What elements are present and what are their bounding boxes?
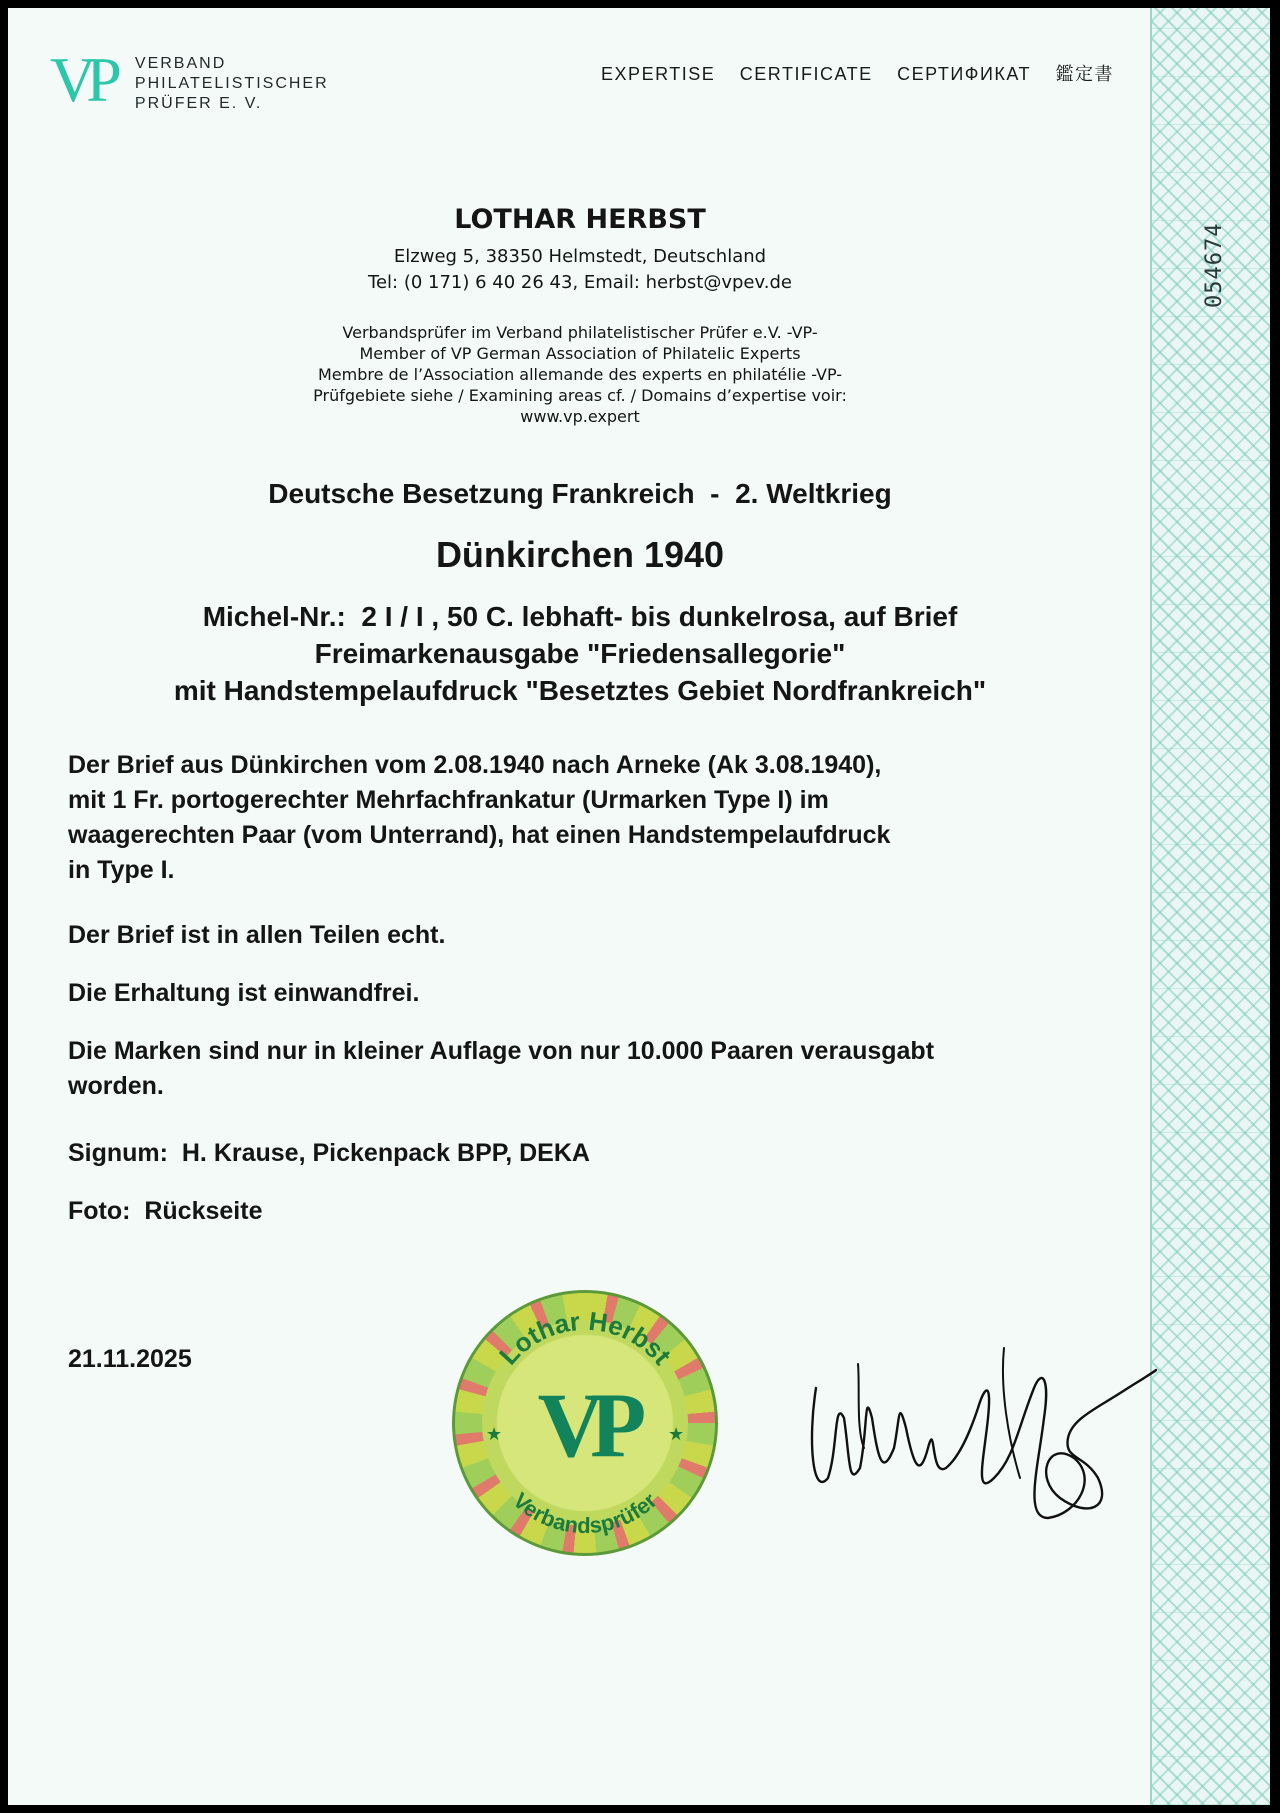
stamp-description-line: Freimarkenausgabe "Friedensallegorie"	[314, 638, 846, 669]
certificate-page	[8, 8, 1270, 1805]
seal-mark: VP	[537, 1374, 633, 1476]
doc-type-certificate: CERTIFICATE	[739, 64, 873, 84]
membership-line: Membre de l’Association allemande des experts en philatélie -VP-	[317, 365, 843, 384]
doc-type-expertise: EXPERTISE	[601, 64, 716, 84]
handwritten-signature	[798, 1328, 1158, 1558]
membership-url: www.vp.expert	[520, 407, 640, 426]
security-border	[1150, 8, 1270, 1805]
svg-text:Lothar Herbst	[493, 1306, 678, 1371]
seal-star-right: ★	[668, 1424, 685, 1445]
logo-mark: VP	[50, 44, 112, 115]
stamp-description-line: Michel-Nr.: 2 I / I , 50 C. lebhaft- bis dunkelrosa, auf Brief	[202, 601, 958, 632]
genuineness-statement: Der Brief ist in allen Teilen echt.	[68, 921, 446, 949]
stamp-description-line: mit Handstempelaufdruck "Besetztes Gebiet Nordfrankreich"	[173, 675, 987, 706]
hologram-seal	[452, 1290, 718, 1556]
seal-top-text: Lothar Herbst	[493, 1305, 678, 1371]
body-line: Die Marken sind nur in kleiner Auflage von nur 10.000 Paaren verausgabt	[68, 1037, 935, 1065]
issue-title: Dünkirchen 1940	[435, 534, 725, 575]
condition-statement: Die Erhaltung ist einwandfrei.	[68, 979, 420, 1007]
expert-contact	[8, 244, 1152, 296]
expert-phone-email: Tel: (0 171) 6 40 26 43, Email: herbst@vpev.de	[368, 272, 792, 293]
expert-name: LOTHAR HERBST	[454, 204, 706, 235]
membership-block	[8, 322, 1152, 427]
photo-line: Foto: Rückseite	[68, 1197, 263, 1225]
print-run-statement	[68, 1034, 1128, 1104]
collecting-area: Deutsche Besetzung Frankreich - 2. Weltkrieg	[268, 478, 892, 509]
seal-ring-text	[452, 1290, 718, 1556]
expert-address: Elzweg 5, 38350 Helmstedt, Deutschland	[393, 246, 767, 267]
document-type-header	[583, 60, 1114, 86]
serial-number: 054674	[1202, 222, 1227, 308]
membership-line: Verbandsprüfer im Verband philatelistischer Prüfer e.V. -VP-	[342, 323, 818, 342]
logo-line: VERBAND	[134, 55, 227, 72]
signatures-line: Signum: H. Krause, Pickenpack BPP, DEKA	[68, 1139, 590, 1167]
logo-line: PRÜFER E. V.	[134, 95, 263, 112]
certificate-date: 21.11.2025	[68, 1345, 192, 1373]
body-line: worden.	[68, 1072, 164, 1100]
seal-bottom-text: Verbandsprüfer	[508, 1487, 662, 1539]
body-line: in Type I.	[68, 856, 175, 884]
cover-description	[68, 748, 1128, 888]
body-line: waagerechten Paar (vom Unterrand), hat einen Handstempelaufdruck	[68, 821, 891, 849]
svg-text:Verbandsprüfer	[508, 1488, 662, 1539]
membership-line: Member of VP German Association of Philatelic Experts	[359, 344, 801, 363]
stamp-description	[8, 598, 1152, 709]
body-line: Der Brief aus Dünkirchen vom 2.08.1940 nach Arneke (Ak 3.08.1940),	[68, 751, 882, 779]
doc-type-russian: СЕРТИФИКАТ	[897, 64, 1031, 84]
membership-line: Prüfgebiete siehe / Examining areas cf. / Domains d’expertise voir:	[313, 386, 847, 405]
seal-star-left: ★	[486, 1424, 503, 1445]
vp-logo	[50, 44, 329, 115]
body-line: mit 1 Fr. portogerechter Mehrfachfrankatur (Urmarken Type I) im	[68, 786, 829, 814]
logo-line: PHILATELISTISCHER	[134, 75, 329, 92]
doc-type-japanese: 鑑定書	[1055, 64, 1114, 84]
logo-text	[135, 54, 329, 114]
